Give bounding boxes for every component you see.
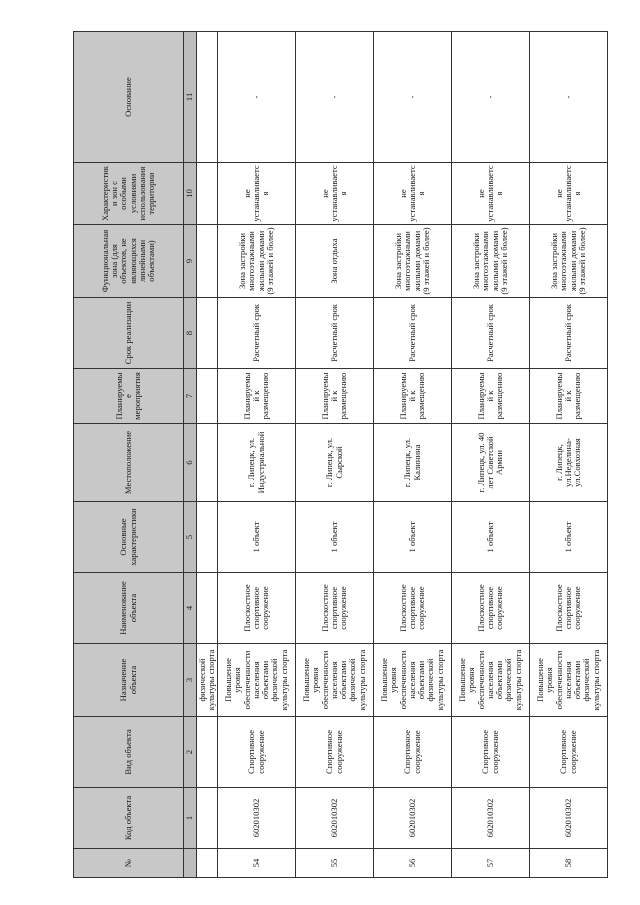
table-cell bbox=[196, 788, 218, 849]
zone-restrictions-cell: не устанавливается bbox=[296, 163, 374, 225]
object-purpose-cell: Повышение уровня обеспеченности населения объектами физической культуры спорта bbox=[374, 644, 452, 717]
zone-restrictions-cell: не устанавливается bbox=[218, 163, 296, 225]
planned-measures-cell: Планируемый к размещению bbox=[530, 369, 608, 424]
table-cell bbox=[196, 298, 218, 369]
object-location-cell: г. Липецк, ул. Сырской bbox=[296, 424, 374, 502]
column-number-cell: 5 bbox=[184, 502, 197, 573]
basis-cell: - bbox=[296, 32, 374, 163]
header-cell: Назначение объекта bbox=[74, 644, 184, 717]
zone-restrictions-cell: не устанавливается bbox=[530, 163, 608, 225]
planned-measures-cell: Планируемый к размещению bbox=[374, 369, 452, 424]
table-cell bbox=[196, 502, 218, 573]
table-row bbox=[452, 32, 530, 878]
planned-measures-cell: Планируемый к размещению bbox=[452, 369, 530, 424]
object-purpose-cell: Повышение уровня обеспеченности населения объектами физической культуры спорта bbox=[296, 644, 374, 717]
column-number-cell: 7 bbox=[184, 369, 197, 424]
object-location-cell: г. Липецк, ул. Калинина bbox=[374, 424, 452, 502]
planned-measures-cell: Планируемый к размещению bbox=[218, 369, 296, 424]
basis-cell: - bbox=[218, 32, 296, 163]
table-cell bbox=[196, 424, 218, 502]
object-purpose-cell: Повышение уровня обеспеченности населения объектами физической культуры спорта bbox=[218, 644, 296, 717]
table-cell bbox=[196, 369, 218, 424]
zone-restrictions-cell: не устанавливается bbox=[452, 163, 530, 225]
column-number-cell: 11 bbox=[184, 32, 197, 163]
planned-measures-cell: Планируемый к размещению bbox=[296, 369, 374, 424]
object-characteristics-cell: 1 объект bbox=[218, 502, 296, 573]
object-name-cell: Плоскостное спортивное сооружение bbox=[374, 573, 452, 644]
row-number-cell: 57 bbox=[452, 849, 530, 878]
object-name-cell: Плоскостное спортивное сооружение bbox=[296, 573, 374, 644]
object-code-cell: 602010302 bbox=[452, 788, 530, 849]
column-number-cell: 4 bbox=[184, 573, 197, 644]
object-kind-cell: Спортивное сооружение bbox=[218, 717, 296, 788]
header-cell: Код объекта bbox=[74, 788, 184, 849]
basis-cell: - bbox=[452, 32, 530, 163]
header-cell: Основание bbox=[74, 32, 184, 163]
column-number-cell: 2 bbox=[184, 717, 197, 788]
term-cell: Расчетный срок bbox=[530, 298, 608, 369]
header-cell: Планируемые мероприятия bbox=[74, 369, 184, 424]
header-cell: Наименование объекта bbox=[74, 573, 184, 644]
header-cell: Срок реализации bbox=[74, 298, 184, 369]
object-characteristics-cell: 1 объект bbox=[296, 502, 374, 573]
object-purpose-cell: Повышение уровня обеспеченности населения объектами физической культуры спорта bbox=[452, 644, 530, 717]
table-cell bbox=[196, 849, 218, 878]
carryover-purpose-cell: физической культуры спорта bbox=[196, 644, 218, 717]
functional-zone-cell: Зона застройки многоэтажными жилыми домами (9 этажей и более) bbox=[530, 225, 608, 298]
table-cell bbox=[196, 32, 218, 163]
object-characteristics-cell: 1 объект bbox=[374, 502, 452, 573]
zone-restrictions-cell: не устанавливается bbox=[374, 163, 452, 225]
object-location-cell: г. Липецк, ул. 40 лет Советской Армии bbox=[452, 424, 530, 502]
basis-cell: - bbox=[530, 32, 608, 163]
header-cell: Функциональная зона (для объектов, не являющихся линейными объектами) bbox=[74, 225, 184, 298]
table-cell bbox=[196, 163, 218, 225]
table-row bbox=[218, 32, 296, 878]
table-row bbox=[374, 32, 452, 878]
object-characteristics-cell: 1 объект bbox=[530, 502, 608, 573]
planned-objects-table bbox=[73, 31, 608, 878]
term-cell: Расчетный срок bbox=[218, 298, 296, 369]
object-kind-cell: Спортивное сооружение bbox=[374, 717, 452, 788]
object-code-cell: 602010302 bbox=[296, 788, 374, 849]
header-cell: Основные характеристики bbox=[74, 502, 184, 573]
term-cell: Расчетный срок bbox=[296, 298, 374, 369]
term-cell: Расчетный срок bbox=[452, 298, 530, 369]
table-cell bbox=[196, 717, 218, 788]
object-location-cell: г. Липецк, ул.Неделина-ул.Совхозная bbox=[530, 424, 608, 502]
object-kind-cell: Спортивное сооружение bbox=[296, 717, 374, 788]
object-characteristics-cell: 1 объект bbox=[452, 502, 530, 573]
header-row bbox=[74, 32, 184, 878]
row-number-cell: 54 bbox=[218, 849, 296, 878]
object-code-cell: 602010302 bbox=[218, 788, 296, 849]
column-number-cell: 1 bbox=[184, 788, 197, 849]
basis-cell: - bbox=[374, 32, 452, 163]
header-cell: Вид объекта bbox=[74, 717, 184, 788]
table-cell bbox=[196, 573, 218, 644]
column-number-cell: 6 bbox=[184, 424, 197, 502]
object-code-cell: 602010302 bbox=[530, 788, 608, 849]
object-purpose-cell: Повышение уровня обеспеченности населения объектами физической культуры спорта bbox=[530, 644, 608, 717]
table-row bbox=[530, 32, 608, 878]
column-number-cell bbox=[184, 849, 197, 878]
row-number-cell: 56 bbox=[374, 849, 452, 878]
object-name-cell: Плоскостное спортивное сооружение bbox=[218, 573, 296, 644]
column-number-cell: 9 bbox=[184, 225, 197, 298]
table-cell bbox=[196, 225, 218, 298]
header-cell: Местоположение bbox=[74, 424, 184, 502]
carryover-row bbox=[196, 32, 218, 878]
rotated-table-container bbox=[73, 32, 601, 878]
functional-zone-cell: Зона отдыха bbox=[296, 225, 374, 298]
header-cell: № bbox=[74, 849, 184, 878]
object-kind-cell: Спортивное сооружение bbox=[452, 717, 530, 788]
row-number-cell: 55 bbox=[296, 849, 374, 878]
row-number-cell: 58 bbox=[530, 849, 608, 878]
column-number-cell: 3 bbox=[184, 644, 197, 717]
column-number-cell: 10 bbox=[184, 163, 197, 225]
functional-zone-cell: Зона застройки многоэтажными жилыми домами (9 этажей и более) bbox=[452, 225, 530, 298]
object-name-cell: Плоскостное спортивное сооружение bbox=[530, 573, 608, 644]
object-kind-cell: Спортивное сооружение bbox=[530, 717, 608, 788]
table-row bbox=[296, 32, 374, 878]
object-name-cell: Плоскостное спортивное сооружение bbox=[452, 573, 530, 644]
term-cell: Расчетный срок bbox=[374, 298, 452, 369]
object-location-cell: г. Липецк, ул. Индустриальной bbox=[218, 424, 296, 502]
header-cell: Характеристики зон с особыми условиями использования территории bbox=[74, 163, 184, 225]
object-code-cell: 602010302 bbox=[374, 788, 452, 849]
column-number-cell: 8 bbox=[184, 298, 197, 369]
functional-zone-cell: Зона застройки многоэтажными жилыми домами (9 этажей и более) bbox=[374, 225, 452, 298]
column-number-row bbox=[184, 32, 197, 878]
functional-zone-cell: Зона застройки многоэтажными жилыми домами (9 этажей и более) bbox=[218, 225, 296, 298]
